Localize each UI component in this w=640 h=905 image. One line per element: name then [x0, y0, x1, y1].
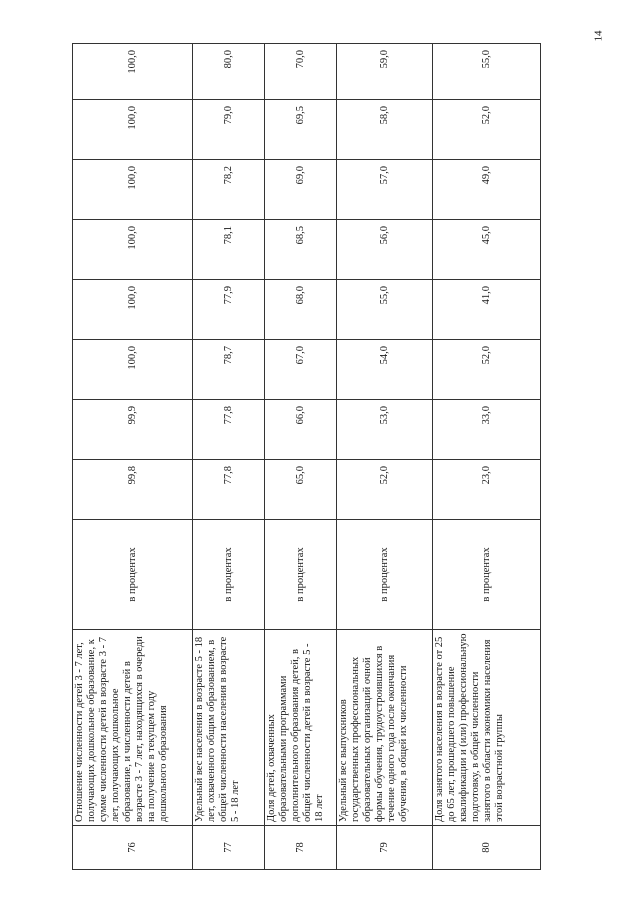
value-cell: 100,0: [73, 100, 193, 160]
table-row: [73, 44, 193, 870]
page-number: 14: [592, 30, 605, 42]
value-cell: 52,0: [433, 100, 541, 160]
row-number: 79: [337, 826, 433, 870]
value-cell: 55,0: [433, 44, 541, 100]
value-cell: 68,0: [265, 280, 337, 340]
value-cell: 79,0: [193, 100, 265, 160]
rotated-page: [72, 44, 540, 870]
value-cell: 77,8: [193, 460, 265, 520]
indicator-name: Отношение численности детей 3 - 7 лет, получающих дошкольное образование, к сумме численности детей в возрасте 3 - 7 лет, получающих дошкольное образование, и численности детей в возрасте 3 - 7 лет, находящихся в очереди на получение в текущем году дошкольного образования: [73, 630, 193, 826]
value-cell: 100,0: [73, 280, 193, 340]
value-cell: 77,8: [193, 400, 265, 460]
value-cell: 78,1: [193, 220, 265, 280]
value-cell: 33,0: [433, 400, 541, 460]
value-cell: 56,0: [337, 220, 433, 280]
table-row: [193, 44, 265, 870]
value-cell: 70,0: [265, 44, 337, 100]
value-cell: 80,0: [193, 44, 265, 100]
value-cell: 66,0: [265, 400, 337, 460]
row-number: 78: [265, 826, 337, 870]
indicator-name: Доля занятого населения в возрасте от 25 до 65 лет, прошедшего повышение квалификации и (или) профессиональную подготовку, в общей численности занятого в области экономики населения этой возрастной группы: [433, 630, 541, 826]
value-cell: 52,0: [337, 460, 433, 520]
table-row: [337, 44, 433, 870]
value-cell: 57,0: [337, 160, 433, 220]
table-row: [433, 44, 541, 870]
row-number: 76: [73, 826, 193, 870]
row-number: 77: [193, 826, 265, 870]
value-cell: 41,0: [433, 280, 541, 340]
unit-cell: в процентах: [73, 520, 193, 630]
table-row: [265, 44, 337, 870]
value-cell: 53,0: [337, 400, 433, 460]
value-cell: 69,0: [265, 160, 337, 220]
value-cell: 54,0: [337, 340, 433, 400]
unit-cell: в процентах: [193, 520, 265, 630]
value-cell: 78,2: [193, 160, 265, 220]
value-cell: 23,0: [433, 460, 541, 520]
value-cell: 55,0: [337, 280, 433, 340]
value-cell: 69,5: [265, 100, 337, 160]
value-cell: 100,0: [73, 44, 193, 100]
value-cell: 59,0: [337, 44, 433, 100]
unit-cell: в процентах: [337, 520, 433, 630]
value-cell: 99,8: [73, 460, 193, 520]
value-cell: 65,0: [265, 460, 337, 520]
value-cell: 77,9: [193, 280, 265, 340]
value-cell: 100,0: [73, 220, 193, 280]
value-cell: 68,5: [265, 220, 337, 280]
indicator-name: Удельный вес выпускников государственных профессиональных образовательных организаций очной формы обучения, трудоустроившихся в течение одного года после окончания обучения, в общей их численности: [337, 630, 433, 826]
indicators-table: [72, 43, 541, 870]
indicator-name: Доля детей, охваченных образовательными программами дополнительного образования детей, в общей численности детей в возрасте 5 - 18 лет: [265, 630, 337, 826]
value-cell: 67,0: [265, 340, 337, 400]
value-cell: 52,0: [433, 340, 541, 400]
value-cell: 100,0: [73, 160, 193, 220]
row-number: 80: [433, 826, 541, 870]
unit-cell: в процентах: [433, 520, 541, 630]
value-cell: 99,9: [73, 400, 193, 460]
value-cell: 100,0: [73, 340, 193, 400]
value-cell: 45,0: [433, 220, 541, 280]
value-cell: 58,0: [337, 100, 433, 160]
unit-cell: в процентах: [265, 520, 337, 630]
value-cell: 49,0: [433, 160, 541, 220]
indicator-name: Удельный вес населения в возрасте 5 - 18 лет, охваченного общим образованием, в общей численности населения в возрасте 5 - 18 лет: [193, 630, 265, 826]
value-cell: 78,7: [193, 340, 265, 400]
